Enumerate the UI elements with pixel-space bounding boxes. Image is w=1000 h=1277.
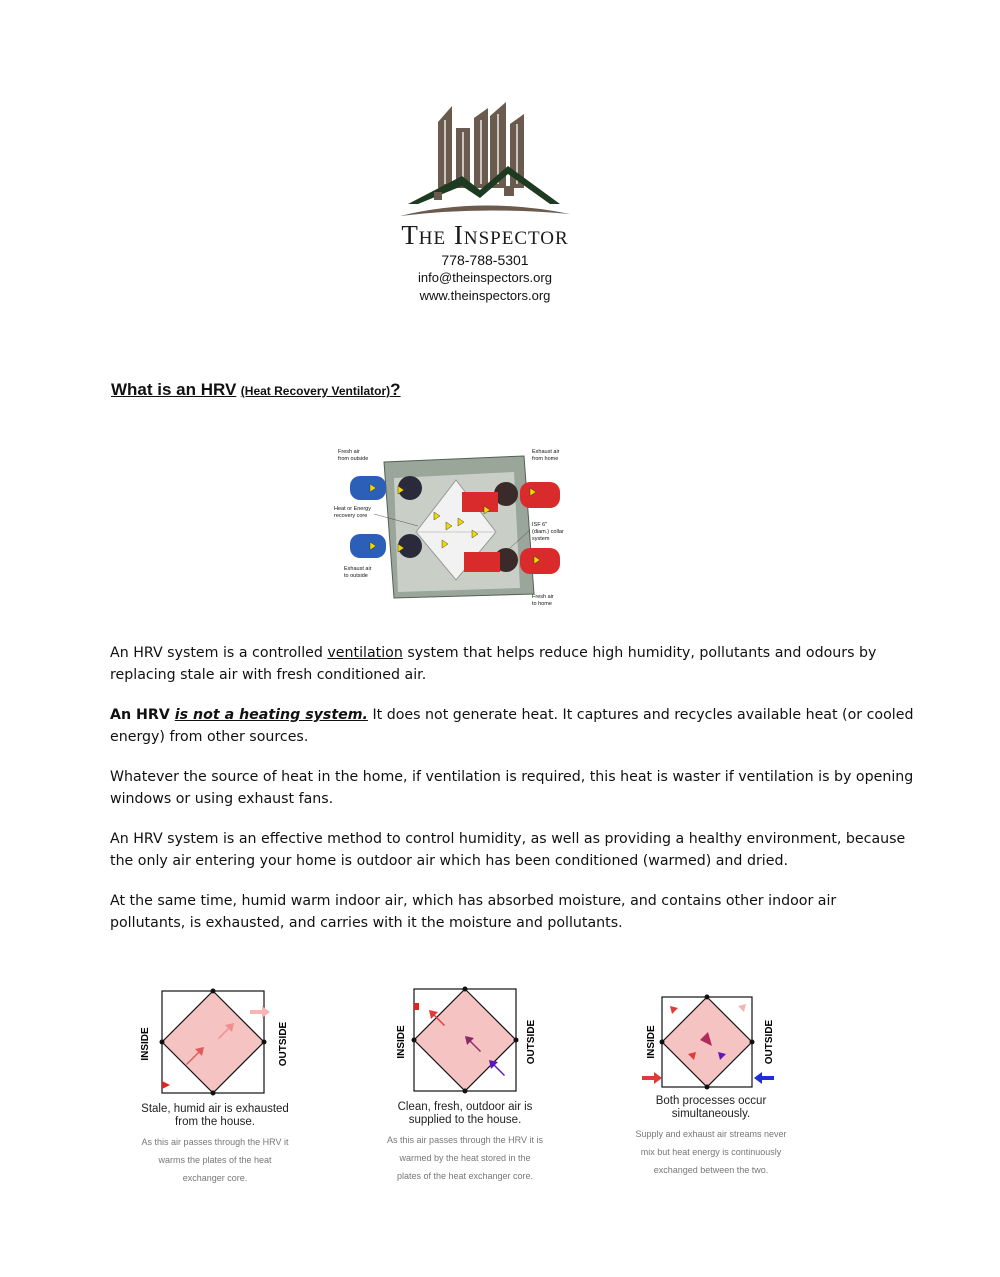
paragraph-3: Whatever the source of heat in the home, if ventilation is required, this heat is waster if ventilation is by opening windows or using exhaust fans. — [110, 769, 914, 807]
arrow-icon — [732, 1004, 746, 1018]
title-suffix: ? — [390, 380, 401, 399]
label-exhaust-from-home-2: from home — [532, 456, 559, 462]
arrow-icon — [162, 1081, 170, 1089]
label-collar-3: system — [532, 536, 550, 542]
inside-label: INSIDE — [396, 1025, 407, 1059]
outside-label: OUTSIDE — [764, 1019, 775, 1065]
label-core-2: recovery core — [334, 513, 368, 519]
label-fresh-to-home-1: Fresh air — [532, 594, 554, 600]
company-name: The Inspector — [401, 220, 569, 250]
label-core-1: Heat or Energy — [334, 506, 371, 512]
duct-exhaust-out — [350, 534, 386, 558]
exhaust-flow-diagram — [124, 988, 306, 1098]
arrow-icon — [670, 1006, 684, 1020]
label-collar-2: (diam.) collar — [532, 529, 564, 535]
article-body — [110, 642, 915, 952]
label-fresh-to-home-2: to home — [532, 601, 552, 607]
phone-number[interactable]: 778-788-5301 — [441, 252, 529, 268]
inside-label: INSIDE — [140, 1027, 151, 1061]
paragraph-2: An HRV is not a heating system. It does not generate heat. It captures and recycles available heat (or cooled energy) from other sources. — [110, 707, 914, 745]
duct-exhaust-in — [520, 482, 560, 508]
arrow-icon — [489, 1060, 505, 1076]
page-title — [111, 380, 401, 400]
duct-fresh-out — [520, 548, 560, 574]
label-exhaust-to-outside-1: Exhaust air — [344, 566, 372, 572]
title-main: What is an HRV — [111, 380, 237, 399]
panel-description: As this air passes through the HRV it warms the plates of the heat exchanger core. — [141, 1137, 289, 1183]
paragraph-1: An HRV system is a controlled ventilation system that helps reduce high humidity, pollutants and odours by replacing stale air with fresh conditioned air. — [110, 645, 877, 683]
title-sub: (Heat Recovery Ventilator) — [240, 384, 391, 398]
arrow-icon — [642, 1072, 662, 1084]
arrow-icon — [754, 1072, 774, 1084]
arrow-icon — [250, 1006, 270, 1018]
outside-label: OUTSIDE — [526, 1019, 537, 1065]
company-logo — [370, 100, 600, 305]
panel-description: As this air passes through the HRV it is warmed by the heat stored in the plates of the heat exchanger core. — [387, 1135, 543, 1181]
combined-flow-diagram — [620, 994, 802, 1090]
label-fresh-from-outside-1: Fresh air — [338, 449, 360, 455]
email-address[interactable]: info@theinspectors.org — [418, 270, 552, 285]
supply-flow-diagram — [374, 986, 556, 1096]
panel-description: Supply and exhaust air streams never mix but heat energy is continuously exchanged between the two. — [635, 1129, 787, 1175]
label-exhaust-from-home-1: Exhaust air — [532, 449, 560, 455]
panel-simultaneous — [620, 994, 802, 1179]
paragraph-4: An HRV system is an effective method to control humidity, as well as providing a healthy environment, because the only air entering your home is outdoor air which has been conditioned (warmed) and dried. — [110, 831, 906, 869]
panel-caption: Both processes occur simultaneously. — [655, 1095, 767, 1120]
label-exhaust-to-outside-2: to outside — [344, 573, 368, 579]
hrv-unit-diagram — [334, 448, 574, 610]
buildings-logo-icon — [370, 100, 600, 218]
ventilation-link[interactable]: ventilation — [327, 645, 403, 661]
label-fresh-from-outside-2: from outside — [338, 456, 369, 462]
paragraph-5: At the same time, humid warm indoor air, which has absorbed moisture, and contains other indoor air pollutants, is exhausted, and carries with it the moisture and pollutants. — [110, 893, 837, 931]
duct-fresh-in — [350, 476, 386, 500]
label-collar-1: ISF 6" — [532, 522, 548, 528]
panel-exhaust — [124, 988, 306, 1187]
panel-caption: Stale, humid air is exhausted from the house. — [141, 1103, 289, 1128]
panel-supply — [374, 986, 556, 1185]
website-link[interactable]: www.theinspectors.org — [419, 288, 551, 303]
inside-label: INSIDE — [646, 1025, 657, 1059]
outside-label: OUTSIDE — [278, 1021, 289, 1067]
panel-caption: Clean, fresh, outdoor air is supplied to the house. — [397, 1101, 533, 1126]
